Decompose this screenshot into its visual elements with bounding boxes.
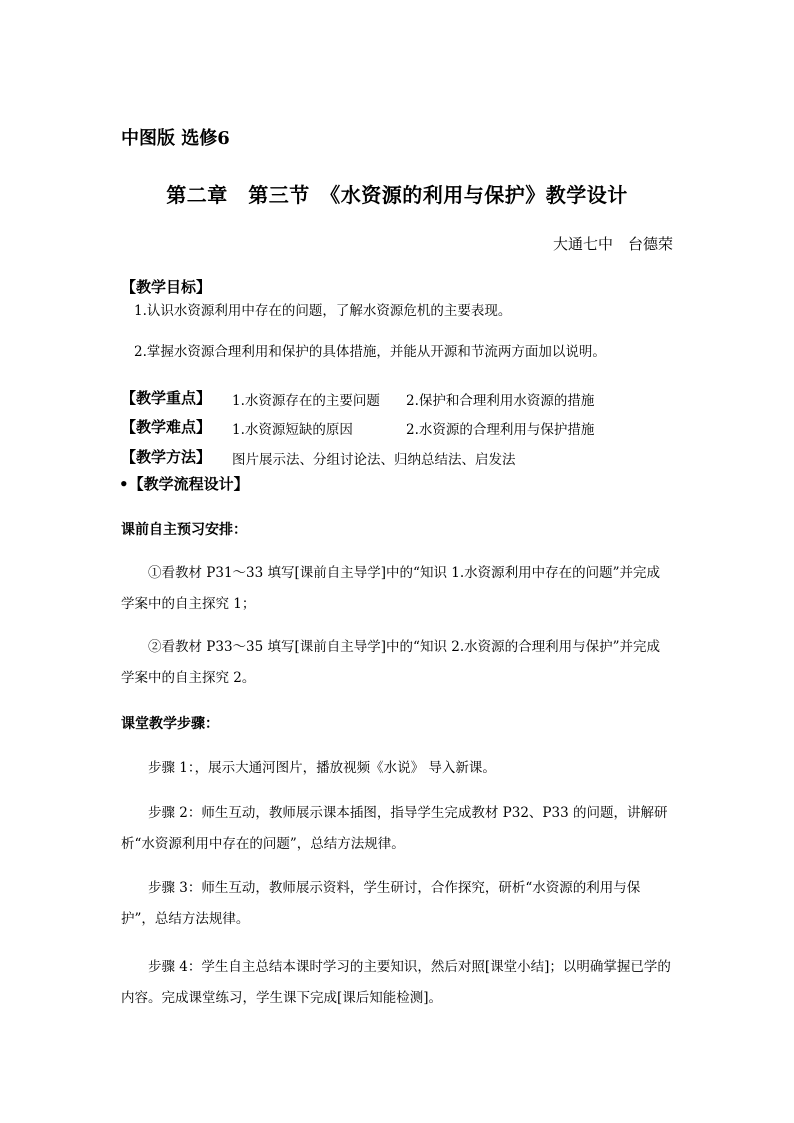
key-point-1: 1.水资源存在的主要问题 <box>232 393 380 409</box>
objective-item-2: 2.掌握水资源合理利用和保护的具体措施，并能从开源和节流两方面加以说明。 <box>134 344 606 360</box>
methods-label: 【教学方法】 <box>121 448 212 466</box>
step-item-2: 步骤 2：师生互动，教师展示课本插图，指导学生完成教材 P32、P33 的问题，讲解研析“水资源利用中存在的问题”，总结方法规律。 <box>121 805 668 852</box>
preview-item-1: ①看教材 P31～33 填写[课前自主导学]中的“知识 1.水资源利用中存在的问题”并完成学案中的自主探究 1； <box>121 565 661 612</box>
step-item-4: 步骤 4：学生自主总结本课时学习的主要知识，然后对照[课堂小结]；以明确掌握已学的内容。完成课堂练习，学生课下完成[课后知能检测]。 <box>121 959 671 1006</box>
author-line: 大通七中 台德荣 <box>552 235 673 253</box>
objectives-label: 【教学目标】 <box>121 278 212 296</box>
preview-item-2: ②看教材 P33～35 填写[课前自主导学]中的“知识 2.水资源的合理利用与保护”并完成学案中的自主探究 2。 <box>121 639 661 686</box>
difficulty-2: 2.水资源的合理利用与保护措施 <box>406 422 595 438</box>
edition-header: 中图版 选修6 <box>121 128 230 149</box>
steps-heading: 课堂教学步骤： <box>121 716 219 732</box>
difficulty-1: 1.水资源短缺的原因 <box>232 422 353 438</box>
step-item-1: 步骤 1：，展示大通河图片，播放视频《水说》 导入新课。 <box>148 760 496 776</box>
objective-item-1: 1.认识水资源利用中存在的问题，了解水资源危机的主要表现。 <box>134 303 512 319</box>
key-point-2: 2.保护和合理利用水资源的措施 <box>406 393 595 409</box>
key-points-label: 【教学重点】 <box>121 389 212 407</box>
flow-label: 【教学流程设计】 <box>128 475 249 493</box>
flow-heading <box>119 473 249 494</box>
document-title: 第二章 第三节 《水资源的利用与保护》教学设计 <box>166 183 628 207</box>
difficulties-label: 【教学难点】 <box>121 418 212 436</box>
step-item-3: 步骤 3：师生互动，教师展示资料，学生研讨，合作探究，研析“水资源的利用与保护”，总结方法规律。 <box>121 880 641 927</box>
preview-heading: 课前自主预习安排： <box>121 522 247 538</box>
methods-text: 图片展示法、分组讨论法、归纳总结法、启发法 <box>232 452 516 468</box>
bullet-icon: • <box>119 475 129 493</box>
